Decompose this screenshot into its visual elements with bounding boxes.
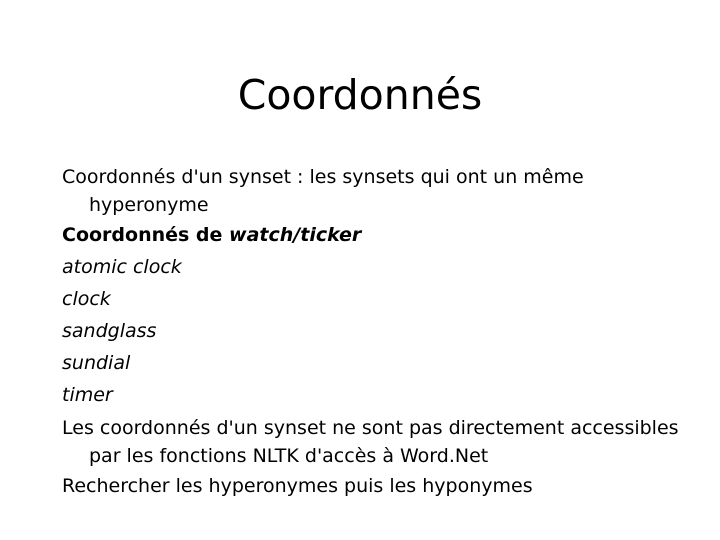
slide-body	[62, 160, 682, 502]
definition-text: Coordonnés d'un synset : les synsets qui ont un même hyperonyme	[62, 166, 584, 216]
coordinates-heading-term: watch/ticker	[229, 224, 362, 246]
search-note: Rechercher les hyperonymes puis les hyponymes	[62, 475, 533, 497]
list-item: sundial	[62, 352, 131, 374]
list-item: atomic clock	[62, 256, 182, 278]
access-note: Les coordonnés d'un synset ne sont pas directement accessibles par les fonctions NLTK d'accès à Word.Net	[62, 417, 679, 467]
list-item: clock	[62, 288, 111, 310]
coordinates-heading	[62, 219, 682, 251]
list-item: sandglass	[62, 320, 157, 342]
slide-title: Coordonnés	[237, 71, 483, 119]
list-item: timer	[62, 384, 113, 406]
coordinates-heading-prefix: Coordonnés de	[62, 224, 230, 246]
